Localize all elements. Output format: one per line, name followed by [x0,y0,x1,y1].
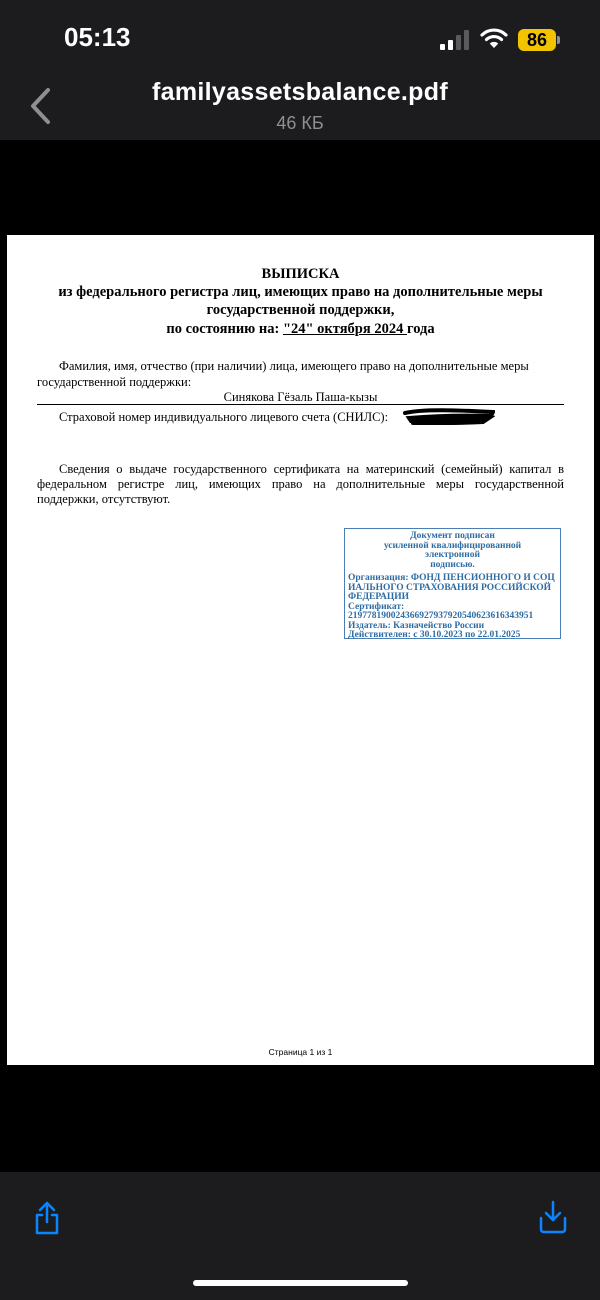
save-to-files-icon[interactable] [538,1200,568,1234]
snils-label: Страховой номер индивидуального лицевого счета (СНИЛС): [59,410,389,424]
stamp-header [348,532,557,570]
stamp-certificate-number: 219778190024366927937920540623616343951 [348,611,534,621]
title-line: ВЫПИСКА [261,266,340,282]
stamp-line: усиленной квалифицированной [383,540,522,551]
stamp-certificate-label: Сертификат: [348,601,405,612]
share-icon[interactable] [32,1200,62,1236]
stamp-details [348,574,557,641]
document-date [37,320,564,338]
fio-label: Фамилия, имя, отчество (при наличии) лица, имеющего право на дополнительные меры государственной поддержки: [37,359,529,389]
document-title [37,265,564,319]
date-value: "24" октября 2024 [282,321,407,337]
home-indicator[interactable] [193,1280,408,1286]
fio-value: Синякова Гёзаль Паша-кызы [223,390,378,404]
stamp-line: электронной [425,550,480,560]
status-time: 05:13 [64,22,131,52]
pdf-page [7,235,594,1065]
date-prefix: по состоянию на: [166,321,283,337]
fio-underline [37,404,564,405]
wifi-icon [480,27,508,49]
document-filename: familyassetsbalance.pdf [152,78,448,106]
stamp-issuer: Издатель: Казначейство России [348,620,485,631]
page-footer: Страница 1 из 1 [268,1047,333,1057]
battery-indicator: 86 [518,29,556,51]
stamp-line: Документ подписан [410,531,495,541]
cellular-signal-icon [440,30,470,50]
stamp-line: подписью. [430,559,475,570]
document-filesize: 46 КБ [276,113,324,133]
stamp-validity: Действителен: с 30.10.2023 по 22.01.2025 [348,630,521,640]
title-line: государственной поддержки, [206,302,395,318]
certificate-info-text: Сведения о выдаче государственного сертификата на материнский (семейный) капитал в федеральном регистре лиц, имеющих право на дополнительные меры государственной поддержки, отсутствуют. [37,462,564,506]
battery-tip [557,36,560,44]
title-line: из федерального регистра лиц, имеющих право на дополнительные меры [58,284,543,300]
redaction-scribble [403,407,495,425]
stamp-organization: Организация: ФОНД ПЕНСИОННОГО И СОЦИАЛЬНОГО СТРАХОВАНИЯ РОССИЙСКОЙ ФЕДЕРАЦИИ [348,573,555,602]
date-suffix: года [406,321,435,337]
signature-stamp [344,528,561,639]
